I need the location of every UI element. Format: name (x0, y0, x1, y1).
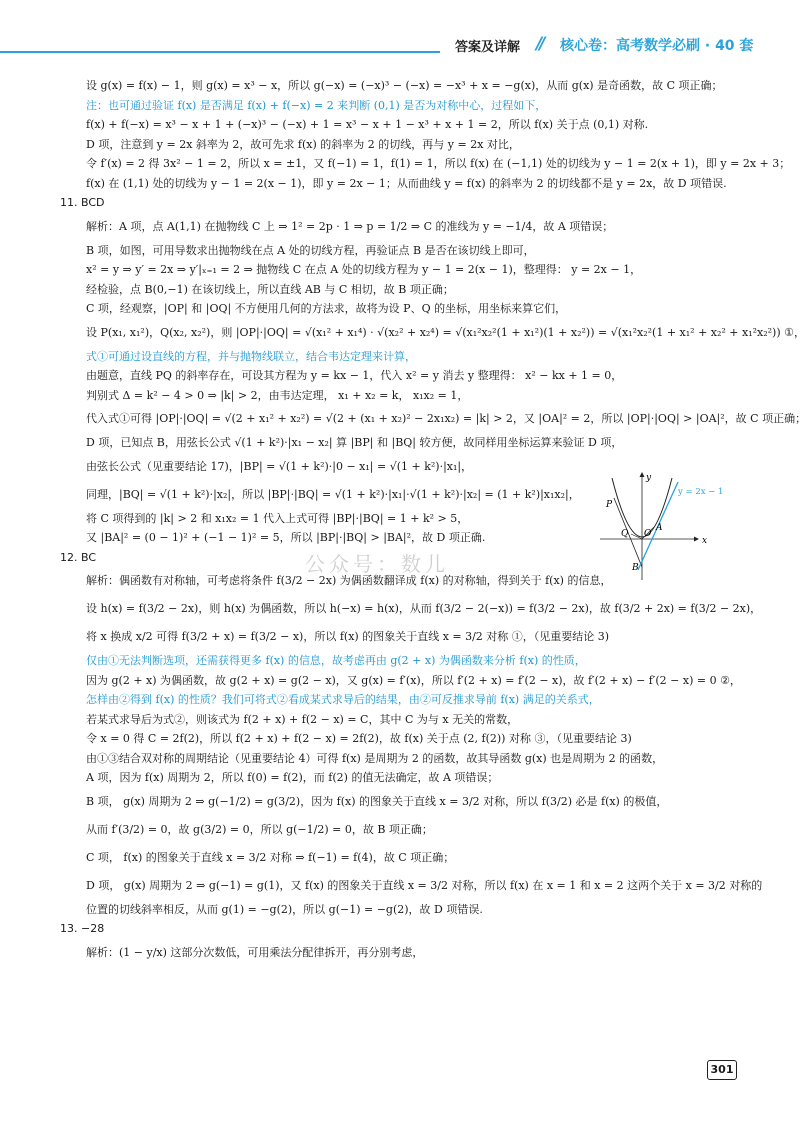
text-line (86, 386, 746, 406)
watermark: 公众号：数儿 (305, 552, 449, 576)
label-q: Q (621, 529, 629, 539)
text-line (86, 366, 746, 386)
line-text: 令 x = 0 得 C = 2f(2)，所以 f(2 + x) + f(2 − x) = 2f(2)，故 f(x) 关于点 (2, f(2)) 对称 ③，（见重要结论 3) (86, 732, 632, 745)
text-line (86, 749, 746, 769)
parabola-figure (598, 470, 738, 582)
text-line (86, 595, 762, 623)
line-text: A 项，因为 f(x) 周期为 2，所以 f(0) = f(2)，而 f(2) 的值无法确定，故 A 项错误； (86, 771, 499, 784)
page-header (0, 0, 800, 62)
line-text: 代入式①可得 |OP|·|OQ| = √(2 + x₁² + x₂²) = √(2 + (x₁ + x₂)² − 2x₁x₂) = |k| > 2，又 |OA|² = 2，所以 |OP|·|OQ| > |OA|²，故 C 项正确； (86, 412, 806, 425)
text-line (86, 405, 806, 433)
line-text: D 项，已知点 B，用弦长公式 √(1 + k²)·|x₁ − x₂| 算 |BP| 和 |BQ| 较方便，故同样用坐标运算来验证 D 项， (86, 436, 623, 449)
label-a: A (656, 523, 663, 533)
text-line (86, 651, 746, 671)
text-line (86, 939, 746, 967)
text-line (86, 154, 791, 174)
text-line (60, 919, 746, 939)
line-text: 解析：(1 − y/x) 这部分次数低，可用乘法分配律拆开，再分别考虑， (86, 945, 424, 959)
text-line (86, 729, 746, 749)
text-line (86, 299, 746, 319)
line-text: B 项， g(x) 周期为 2 ⇒ g(−1/2) = g(3/2)，因为 f(x) 的图象关于直线 x = 3/2 对称，所以 f(3/2) 必是 f(x) 的极值， (86, 794, 668, 808)
label-tangent: y = 2x − 1 (678, 487, 724, 497)
header-slash-mark: // (536, 34, 543, 54)
line-text: 同理，|BQ| = √(1 + k²)·|x₂|，所以 |BP|·|BQ| = √(1 + k²)·|x₁|·√(1 + k²)·|x₂| = (1 + k²)|x₁x₂|， (86, 487, 580, 501)
line-text: 由题意，直线 PQ 的斜率存在，可设其方程为 y = kx − 1，代入 x² = y 消去 y 整理得： x² − kx + 1 = 0， (86, 369, 623, 382)
line-text: 由①③结合双对称的周期结论（见重要结论 4）可得 f(x) 是周期为 2 的函数，故其导函数 g(x) 也是周期为 2 的函数， (86, 751, 664, 765)
text-line (86, 347, 746, 367)
x-axis-arrow (694, 537, 699, 542)
line-text: 若某式求导后为式②，则该式为 f(2 + x) + f(2 − x) = C，其中 C 为与 x 无关的常数， (86, 712, 519, 726)
line-text: f(x) + f(−x) = x³ − x + 1 + (−x)³ − (−x) + 1 = x³ − x + 1 − x³ + x + 1 = 2，所以 f(x) 关于点 (0,1) 对称. (86, 118, 649, 131)
line-text: B 项，如图，可用导数求出抛物线在点 A 处的切线方程，再验证点 B 是否在该切线上即可， (86, 243, 535, 257)
question-number: 12. BC (60, 550, 97, 564)
text-line (86, 690, 746, 710)
y-axis-arrow (640, 472, 645, 477)
line-text: 设 g(x) = f(x) − 1，则 g(x) = x³ − x，所以 g(−x) = (−x)³ − (−x) = −x³ + x = −g(x)，从而 g(x) 是奇函数，故 C 项正确； (86, 79, 723, 92)
label-b: B (632, 563, 639, 573)
text-line (86, 96, 746, 116)
text-line (86, 135, 746, 155)
text-line (86, 900, 746, 920)
label-p: P (606, 500, 613, 510)
text-line (86, 260, 746, 280)
line-text: 将 x 换成 x/2 可得 f(3/2 + x) = f(3/2 − x)，所以 f(x) 的图象关于直线 x = 3/2 对称 ①，（见重要结论 3) (86, 630, 610, 643)
text-line (86, 433, 746, 453)
text-line (60, 193, 746, 213)
line-text: 因为 g(2 + x) 为偶函数，故 g(2 + x) = g(2 − x)，又 g(x) = f′(x)，所以 f′(2 + x) = f′(2 − x)，故 f′(2 + x) − f′(2 − x) = 0 ②， (86, 673, 741, 687)
text-line (86, 241, 746, 261)
text-line (86, 623, 746, 651)
question-number: 11. BCD (60, 196, 105, 209)
header-rule (0, 51, 440, 53)
line-text: 又 |BA|² = (0 − 1)² + (−1 − 1)² = 5，所以 |BP|·|BQ| > |BA|²，故 D 项正确. (86, 531, 486, 544)
label-y-axis: y (646, 473, 652, 483)
text-line (86, 280, 746, 300)
text-line (86, 816, 746, 844)
line-text: 设 P(x₁, x₁²)，Q(x₂, x₂²)，则 |OP|·|OQ| = √(x₁² + x₁⁴) · √(x₂² + x₂⁴) = √(x₁²x₂²(1 + x₁²)(1 + x₂²)) = √(x₁²x₂²(1 + x₁² + x₂² + x₁²x₂²)) ①， (86, 325, 805, 339)
text-line (86, 710, 746, 730)
note-text: 注：也可通过验证 f(x) 是否满足 f(x) + f(−x) = 2 来判断 (0,1) 是否为对称中心，过程如下， (86, 98, 547, 112)
text-line (86, 768, 746, 788)
text-line (86, 319, 805, 347)
text-line (86, 115, 746, 135)
line-text: 从而 f′(3/2) = 0，故 g(3/2) = 0，所以 g(−1/2) = 0，故 B 项正确； (86, 822, 433, 836)
header-section-title: 答案及详解 (455, 40, 521, 55)
label-o: O (644, 529, 652, 539)
line-text: 经检验，点 B(0,−1) 在该切线上，所以直线 AB 与 C 相切，故 B 项正确； (86, 282, 454, 296)
line-text: D 项， g(x) 周期为 2 ⇒ g(−1) = g(1)，又 f(x) 的图象关于直线 x = 3/2 对称，所以 f(x) 在 x = 1 和 x = 2 这两个关于 x = 3/2 对称的 (86, 878, 763, 892)
text-line (86, 174, 746, 194)
line-text: 解析：偶函数有对称轴，可考虑将条件 f(3/2 − 2x) 为偶函数翻译成 f(x) 的对称轴，得到关于 f(x) 的信息， (86, 574, 612, 587)
question-number: 13. −28 (60, 922, 105, 935)
line-text: 由弦长公式（见重要结论 17)，|BP| = √(1 + k²)·|0 − x₁| = √(1 + k²)·|x₁|， (86, 459, 473, 473)
text-line (86, 844, 746, 872)
note-text: 怎样由②得到 f(x) 的性质？我们可将式②看成某式求导后的结果，由②可反推求导前 f(x) 满足的关系式， (86, 693, 600, 706)
text-line (86, 76, 746, 96)
text-line (86, 671, 746, 691)
line-text: 解析：A 项，点 A(1,1) 在抛物线 C 上 ⇒ 1² = 2p · 1 ⇒ p = 1/2 ⇒ C 的准线为 y = −1/4，故 A 项错误； (86, 219, 614, 233)
line-text: C 项， f(x) 的图象关于直线 x = 3/2 对称 ⇒ f(−1) = f(4)，故 C 项正确； (86, 850, 455, 864)
line-text: C 项，经观察，|OP| 和 |OQ| 不方便用几何的方法求，故将为设 P、Q 的坐标，用坐标来算它们， (86, 302, 567, 315)
line-text: f(x) 在 (1,1) 处的切线为 y − 1 = 2(x − 1)，即 y = 2x − 1；从而曲线 y = f(x) 的斜率为 2 的切线都不是 y = 2x，故 D 项错误. (86, 176, 727, 190)
line-text: x² = y ⇒ y′ = 2x ⇒ y′|ₓ₌₁ = 2 ⇒ 抛物线 C 在点 A 处的切线方程为 y − 1 = 2(x − 1)，整理得： y = 2x − 1， (86, 263, 642, 276)
text-line (86, 872, 763, 900)
line-text: 将 C 项得到的 |k| > 2 和 x₁x₂ = 1 代入上式可得 |BP|·|BQ| = 1 + k² > 5， (86, 511, 469, 525)
label-x-axis: x (702, 536, 708, 546)
header-brand: 核心卷：高考数学必刷 · 40 套 (560, 38, 754, 54)
note-text: 式①可通过设直线的方程，并与抛物线联立，结合韦达定理来计算， (86, 349, 416, 363)
line-text: D 项，注意到 y = 2x 斜率为 2，故可先求 f(x) 的斜率为 2 的切线，再与 y = 2x 对比， (86, 137, 520, 151)
text-line (86, 213, 746, 241)
line-text: 判别式 Δ = k² − 4 > 0 ⇒ |k| > 2，由韦达定理， x₁ + x₂ = k， x₁x₂ = 1， (86, 388, 469, 402)
line-text: 设 h(x) = f(3/2 − 2x)，则 h(x) 为偶函数，所以 h(−x) = h(x)，从而 f(3/2 − 2(−x)) = f(3/2 − 2x)，故 f(3/2 + 2x) = f(3/2 − 2x)， (86, 602, 762, 615)
text-line (86, 788, 746, 816)
line-text: 令 f′(x) = 2 得 3x² − 1 = 2，所以 x = ±1，又 f(−1) = 1，f(1) = 1，所以 f(x) 在 (−1,1) 处的切线为 y − 1 = 2(x + 1)，即 y = 2x + 3； (86, 157, 791, 170)
line-text: 位置的切线斜率相反，从而 g(1) = −g(2)，所以 g(−1) = −g(2)，故 D 项错误. (86, 902, 483, 916)
note-text: 仅由①无法判断选项，还需获得更多 f(x) 的信息，故考虑再由 g(2 + x) 为偶函数来分析 f(x) 的性质， (86, 654, 586, 667)
page-number: 301 (707, 1060, 737, 1080)
